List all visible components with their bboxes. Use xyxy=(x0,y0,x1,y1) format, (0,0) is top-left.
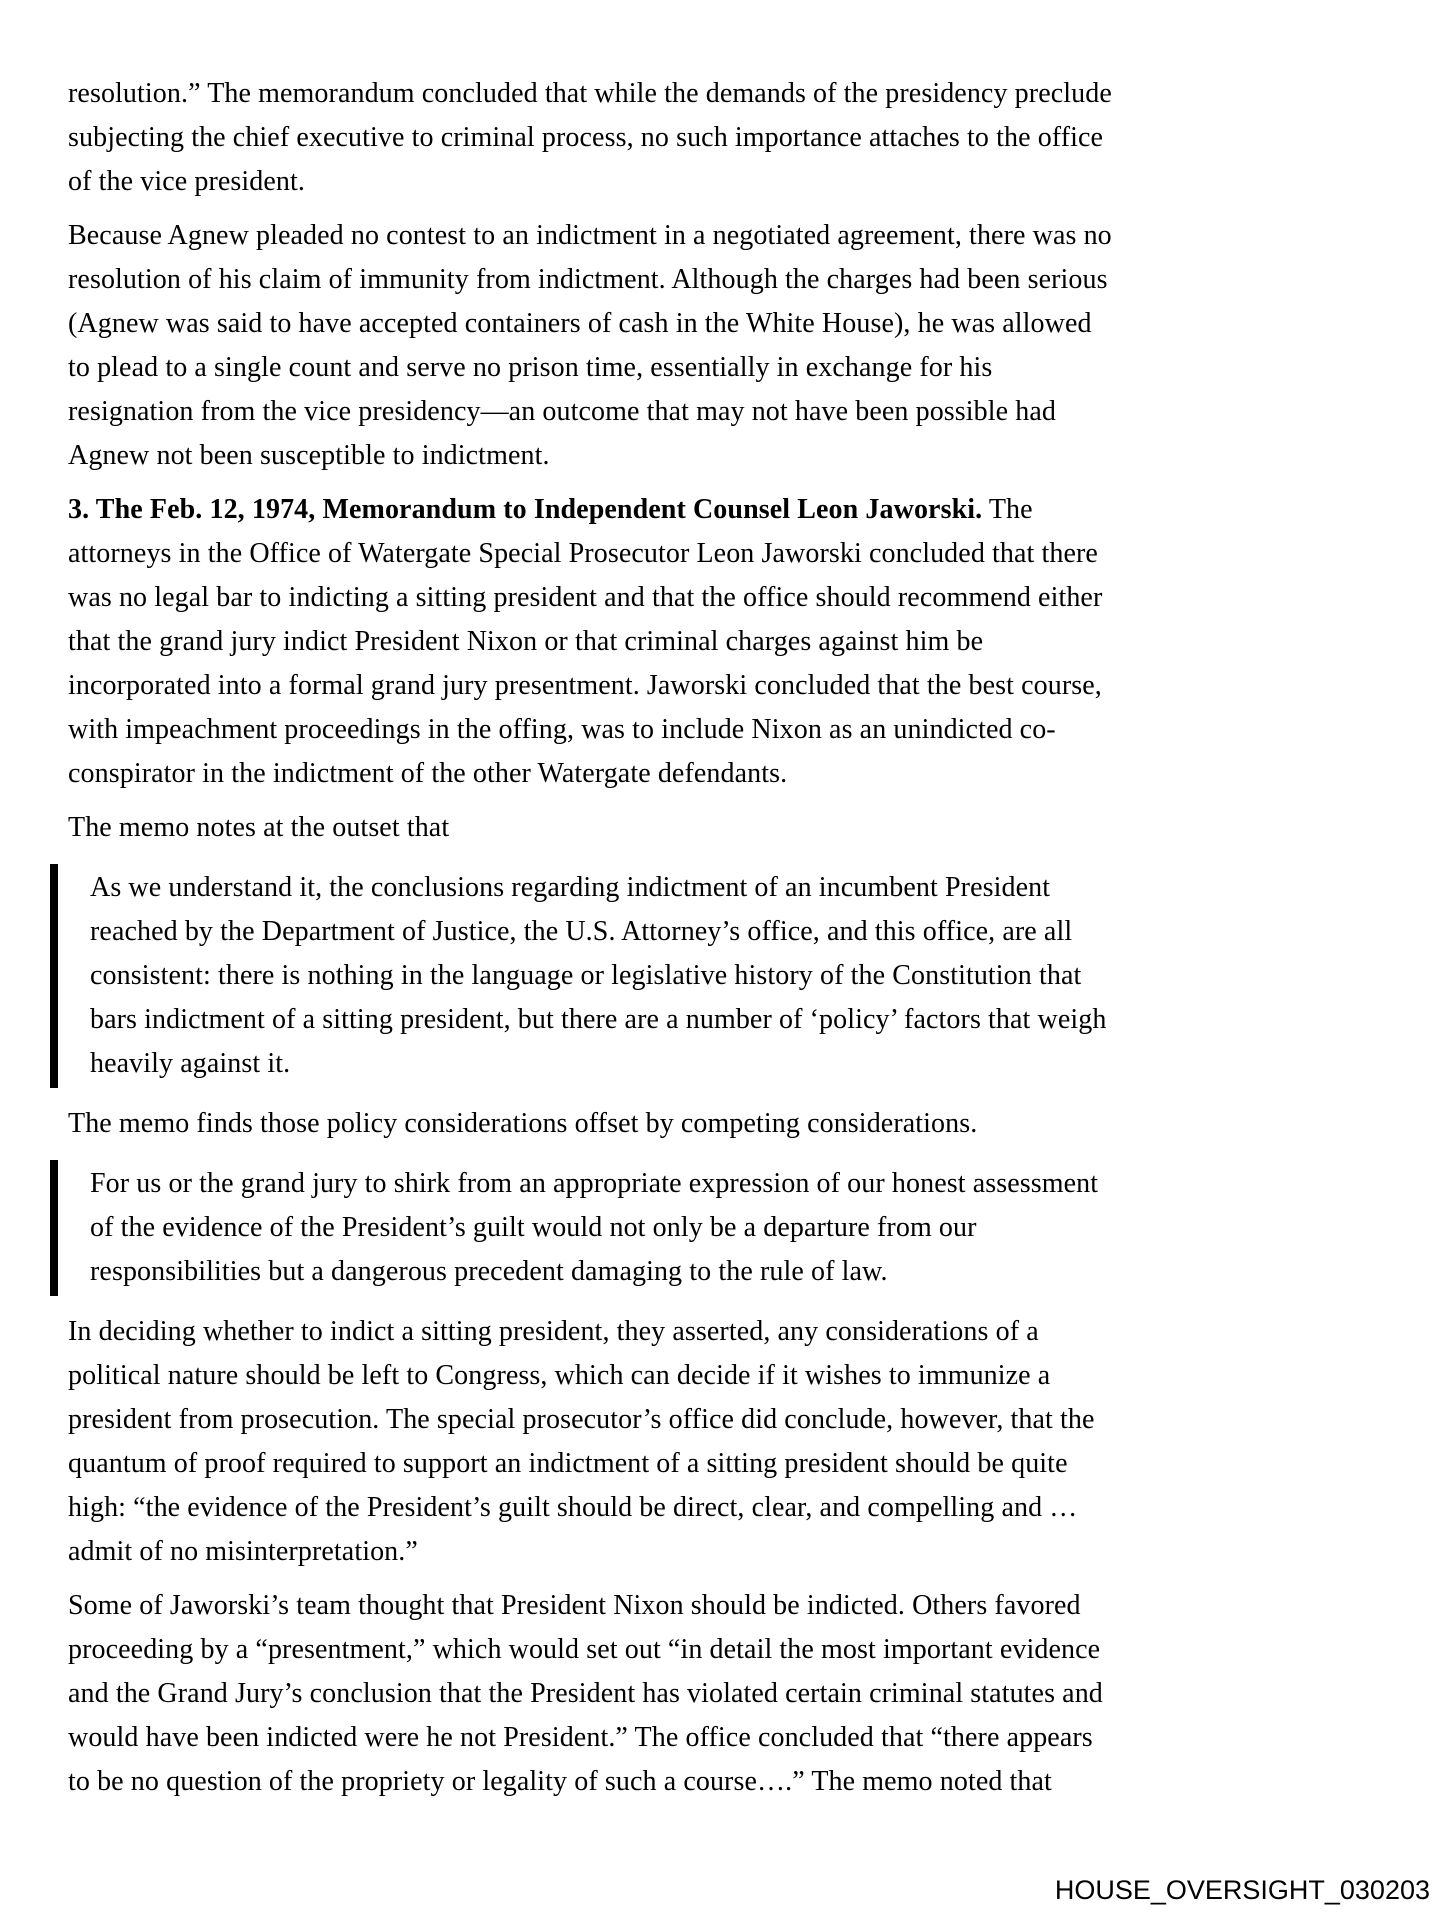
blockquote: For us or the grand jury to shirk from an appropriate expression of our honest assessment of the evidence of the President’s guilt would not only be a departure from our responsibilities but a dangerous precedent damaging to the rule of law. xyxy=(50,1160,1120,1296)
blockquote: As we understand it, the conclusions regarding indictment of an incumbent President reached by the Department of Justice, the U.S. Attorney’s office, and this office, are all consistent: there is nothing in the language or legislative history of the Constitution that bars indictment of a sitting president, but there are a number of ‘policy’ factors that weigh heavily against it. xyxy=(50,864,1120,1088)
paragraph: Because Agnew pleaded no contest to an indictment in a negotiated agreement, there was no resolution of his claim of immunity from indictment. Although the charges had been serious (Agnew was said to have accepted containers of cash in the White House), he was allowed to plead to a single count and serve no prison time, essentially in exchange for his resignation from the vice presidency—an outcome that may not have been possible had Agnew not been susceptible to indictment. xyxy=(68,220,1112,471)
paragraph: The memo finds those policy considerations offset by competing considerations. xyxy=(68,1108,978,1139)
paragraph xyxy=(68,488,1120,796)
section-heading: 3. The Feb. 12, 1974, Memorandum to Independent Counsel Leon Jaworski. xyxy=(68,494,983,525)
bates-number: HOUSE_OVERSIGHT_030203 xyxy=(1054,1875,1430,1905)
paragraph: Some of Jaworski’s team thought that President Nixon should be indicted. Others favored proceeding by a “presentment,” which would set out “in detail the most important evidence and the Grand Jury’s conclusion that the President has violated certain criminal statutes and would have been indicted were he not President.” The office concluded that “there appears to be no question of the propriety or legality of such a course….” The memo noted that xyxy=(68,1590,1103,1797)
paragraph: resolution.” The memorandum concluded that while the demands of the presidency preclude subjecting the chief executive to criminal process, no such importance attaches to the office of the vice president. xyxy=(68,78,1112,197)
paragraph-text: The attorneys in the Office of Watergate Special Prosecutor Leon Jaworski concluded that there was no legal bar to indicting a sitting president and that the office should recommend either that the grand jury indict President Nixon or that criminal charges against him be incorporated into a formal grand jury presentment. Jaworski concluded that the best course, with impeachment proceedings in the offing, was to include Nixon as an unindicted co-conspirator in the indictment of the other Watergate defendants. xyxy=(68,494,1103,789)
paragraph: In deciding whether to indict a sitting president, they asserted, any considerations of a political nature should be left to Congress, which can decide if it wishes to immunize a president from prosecution. The special prosecutor’s office did conclude, however, that the quantum of proof required to support an indictment of a sitting president should be quite high: “the evidence of the President’s guilt should be direct, clear, and compelling and … admit of no misinterpretation.” xyxy=(68,1316,1095,1567)
paragraph: The memo notes at the outset that xyxy=(68,812,450,843)
document-body xyxy=(68,72,1120,1814)
